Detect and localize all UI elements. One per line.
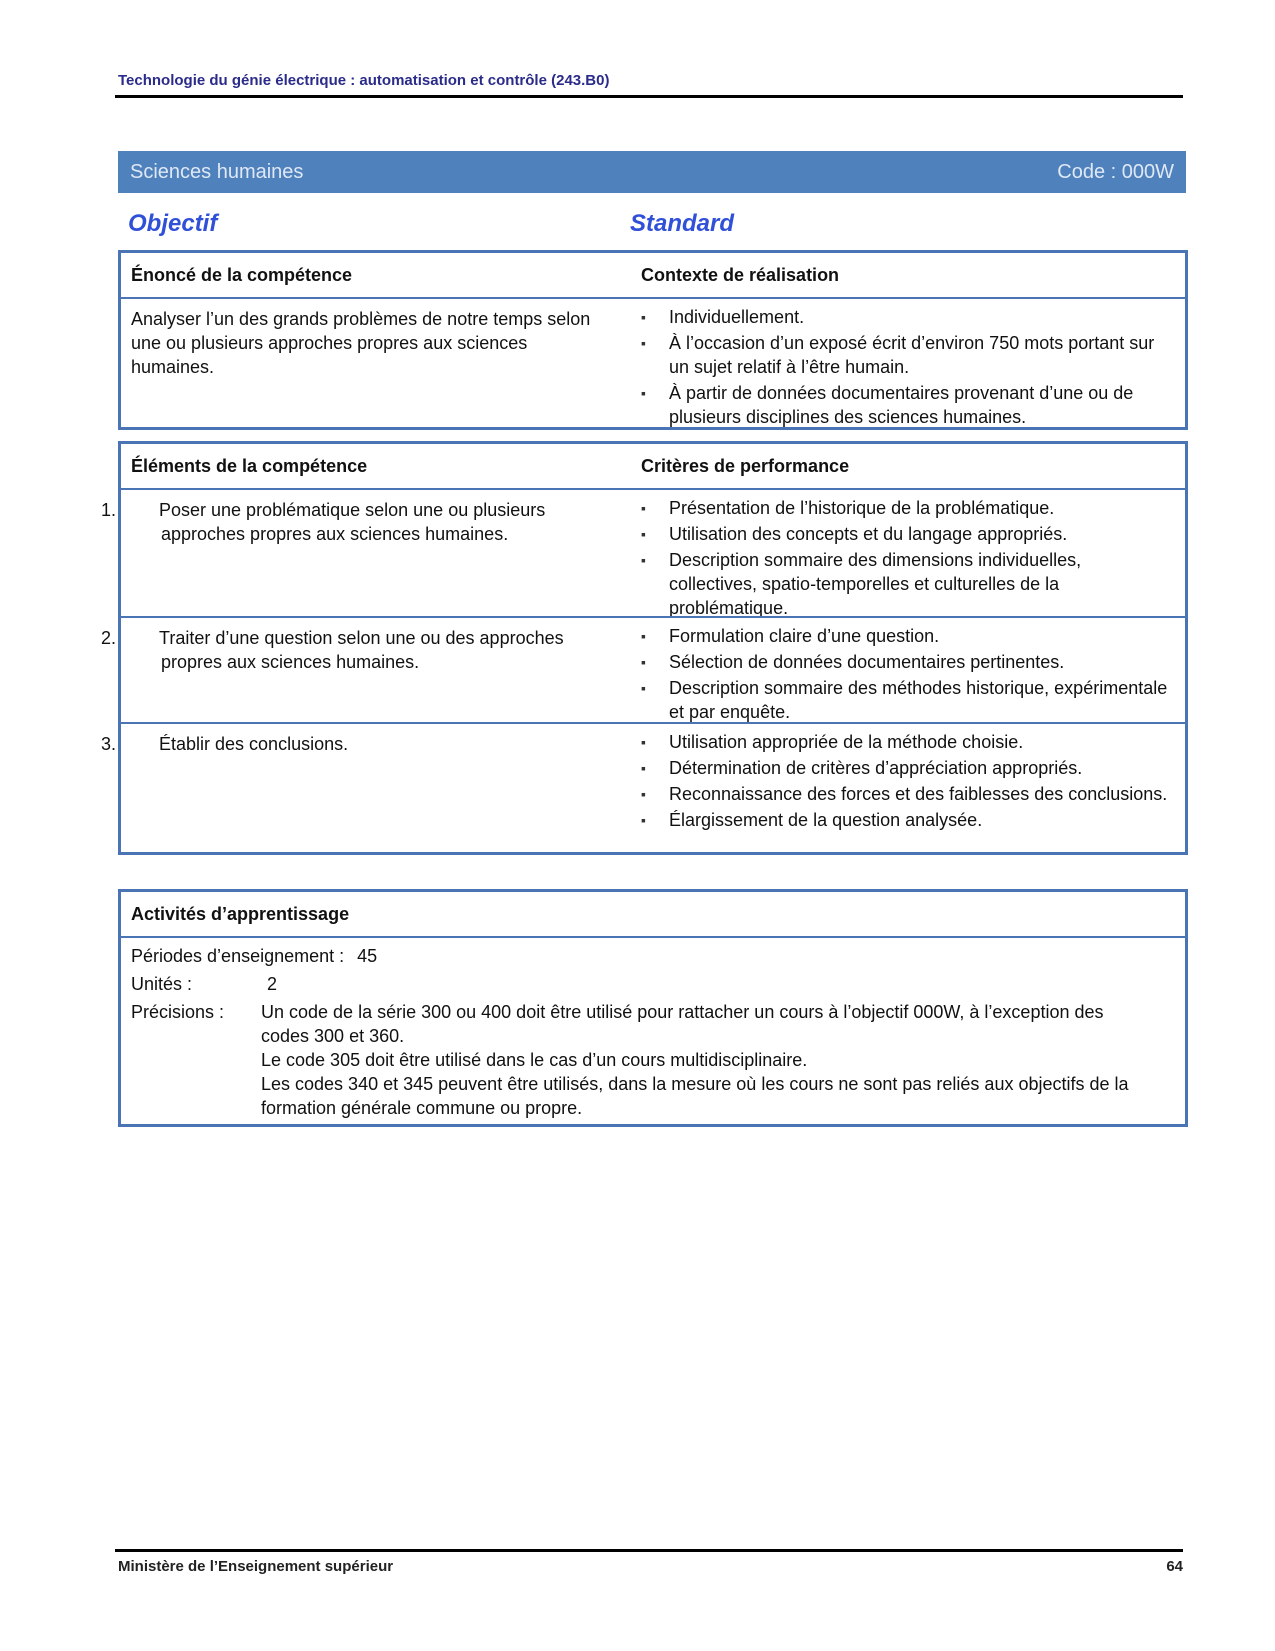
band-code: Code : 000W — [1057, 161, 1174, 183]
enonce-header: Énoncé de la compétence — [131, 265, 353, 285]
competence-content-row — [121, 297, 1185, 427]
activites-header: Activités d’apprentissage — [131, 904, 350, 924]
element-row — [101, 616, 1185, 722]
contexte-list — [641, 305, 1171, 431]
activites-content-row — [121, 936, 1185, 1124]
precision-paragraph: Les codes 340 et 345 peuvent être utilisés, dans la mesure où les cours ne sont pas reliés aux objectifs de la formation générale commune ou propre. — [261, 1074, 1129, 1118]
element-description: Poser une problématique selon une ou plusieurs approches propres aux sciences humaines. — [159, 500, 546, 544]
criteria-list — [641, 496, 1171, 622]
elements-header-row — [121, 444, 1185, 488]
criteria-bullet: ▪ Élargissement de la question analysée. — [641, 808, 1171, 832]
units-line — [131, 972, 278, 996]
page-number: 64 — [1166, 1558, 1183, 1575]
criteria-bullet: ▪ Reconnaissance des forces et des faiblesses des conclusions. — [641, 782, 1171, 806]
element-text — [101, 498, 621, 546]
criteria-bullet: ▪ Utilisation appropriée de la méthode choisie. — [641, 730, 1171, 754]
contexte-bullet: ▪ Individuellement. — [641, 305, 1171, 329]
criteria-bullet: ▪ Description sommaire des dimensions individuelles, collectives, spatio-temporelles et culturelles de la problématique. — [641, 548, 1171, 620]
units-value: 2 — [267, 974, 278, 994]
periods-line — [131, 944, 377, 968]
criteria-bullet: ▪ Présentation de l’historique de la problématique. — [641, 496, 1171, 520]
precisions-label: Précisions : — [131, 1002, 225, 1022]
competence-box — [118, 250, 1188, 430]
criteria-bullet: ▪ Description sommaire des méthodes historique, expérimentale et par enquête. — [641, 676, 1171, 724]
contexte-bullet: ▪ À l’occasion d’un exposé écrit d’environ 750 mots portant sur un sujet relatif à l’être humain. — [641, 331, 1171, 379]
units-label: Unités : — [131, 974, 193, 994]
element-description: Traiter d’une question selon une ou des approches propres aux sciences humaines. — [159, 628, 564, 672]
footer-ministry: Ministère de l’Enseignement supérieur — [118, 1558, 394, 1575]
precision-paragraph: Un code de la série 300 ou 400 doit être utilisé pour rattacher un cours à l’objectif 000W, à l’exception des codes 300 et 360. — [261, 1002, 1104, 1046]
criteria-bullet: ▪ Utilisation des concepts et du langage appropriés. — [641, 522, 1171, 546]
running-header: Technologie du génie électrique : automatisation et contrôle (243.B0) — [118, 72, 610, 89]
element-number: 2. — [101, 628, 117, 648]
precisions-text — [261, 1000, 1141, 1120]
activites-box — [118, 889, 1188, 1127]
objectif-title: Objectif — [128, 210, 218, 237]
element-description: Établir des conclusions. — [159, 734, 349, 754]
element-row — [101, 488, 1185, 618]
elements-header: Éléments de la compétence — [131, 456, 368, 476]
enonce-text: Analyser l’un des grands problèmes de notre temps selon une ou plusieurs approches propres aux sciences humaines. — [131, 309, 591, 377]
elements-box — [101, 441, 1188, 855]
criteria-bullet: ▪ Détermination de critères d’appréciation appropriés. — [641, 756, 1171, 780]
criteria-bullet: ▪ Formulation claire d’une question. — [641, 624, 1171, 648]
criteria-list — [641, 730, 1171, 834]
contexte-bullet: ▪ À partir de données documentaires provenant d’une ou de plusieurs disciplines des sciences humaines. — [641, 381, 1171, 429]
periods-label: Périodes d’enseignement : — [131, 946, 345, 966]
element-number: 1. — [101, 500, 117, 520]
footer-rule — [115, 1549, 1183, 1552]
criteres-header: Critères de performance — [641, 456, 850, 476]
element-text — [101, 626, 621, 674]
precision-paragraph: Le code 305 doit être utilisé dans le cas d’un cours multidisciplinaire. — [261, 1050, 808, 1070]
activites-header-row — [121, 892, 1185, 936]
header-rule — [115, 95, 1183, 98]
band-title: Sciences humaines — [130, 161, 304, 183]
competence-header-row — [121, 253, 1185, 297]
criteria-bullet: ▪ Sélection de données documentaires pertinentes. — [641, 650, 1171, 674]
element-number: 3. — [101, 734, 117, 754]
standard-title: Standard — [630, 210, 735, 237]
element-row — [101, 722, 1185, 852]
criteria-list — [641, 624, 1171, 726]
periods-value: 45 — [357, 946, 378, 966]
contexte-header: Contexte de réalisation — [641, 265, 840, 285]
section-band — [118, 151, 1186, 193]
element-text — [101, 732, 621, 756]
